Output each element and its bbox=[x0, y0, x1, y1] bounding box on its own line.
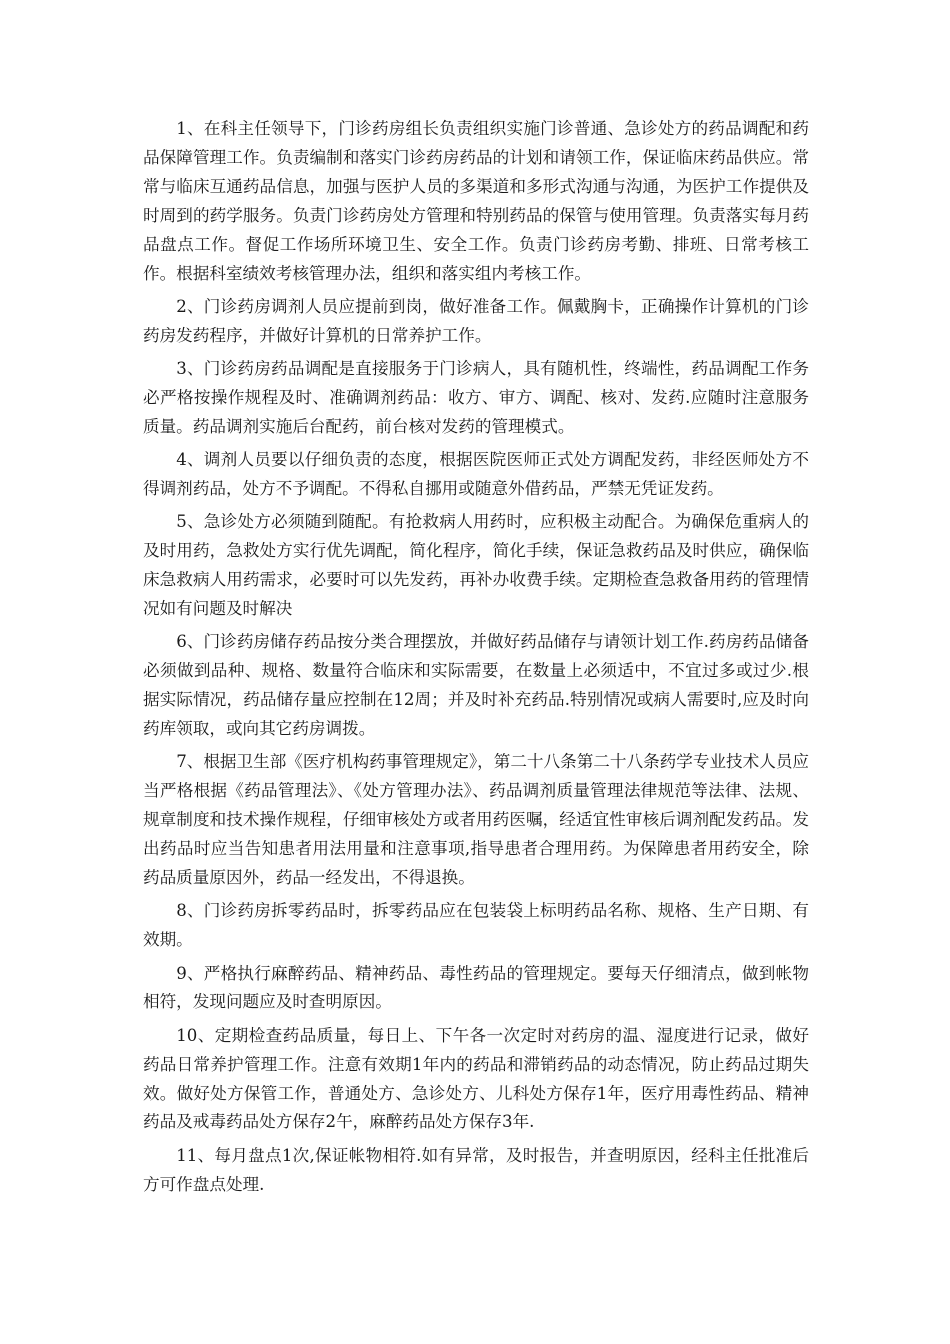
paragraph-8: 8、门诊药房拆零药品时，拆零药品应在包装袋上标明药品名称、规格、生产日期、有效期。 bbox=[143, 901, 809, 950]
paragraph-10: 10、定期检查药品质量，每日上、下午各一次定时对药房的温、湿度进行记录，做好药品日常养护管理工作。注意有效期1年内的药品和滞销药品的动态情况，防止药品过期失效。做好处方保管工作，普通处方、急诊处方、儿科处方保存1年，医疗用毒性药品、精神药品及戒毒药品处方保存2午，麻醉药品处方保存3年. bbox=[143, 1025, 809, 1132]
paragraph-2: 2、门诊药房调剂人员应提前到岗，做好准备工作。佩戴胸卡，正确操作计算机的门诊药房发药程序，并做好计算机的日常养护工作。 bbox=[143, 296, 809, 345]
paragraph-1: 1、在科主任领导下，门诊药房组长负责组织实施门诊普通、急诊处方的药品调配和药品保障管理工作。负责编制和落实门诊药房药品的计划和请领工作，保证临床药品供应。常常与临床互通药品信息，加强与医护人员的多渠道和多形式沟通与沟通，为医护工作提供及时周到的药学服务。负责门诊药房处方管理和特别药品的保管与使用管理。负责落实每月药品盘点工作。督促工作场所环境卫生、安全工作。负责门诊药房考勤、排班、日常考核工作。根据科室绩效考核管理办法，组织和落实组内考核工作。 bbox=[143, 119, 809, 283]
paragraph-7: 7、根据卫生部《医疗机构药事管理规定》，第二十八条第二十八条药学专业技术人员应当严格根据《药品管理法》、《处方管理办法》、药品调剂质量管理法律规范等法律、法规、规章制度和技术操作规程，仔细审核处方或者用药医嘱，经适宜性审核后调剂配发药品。发出药品时应当告知患者用法用量和注意事项,指导患者合理用药。为保障患者用药安全，除药品质量原因外，药品一经发出，不得退换。 bbox=[143, 752, 810, 887]
paragraph-6: 6、门诊药房储存药品按分类合理摆放，并做好药品储存与请领计划工作.药房药品储备必须做到品种、规格、数量符合临床和实际需要，在数量上必须适中，不宜过多或过少.根据实际情况，药品储存量应控制在12周；并及时补充药品.特别情况或病人需要时,应及时向药库领取，或向其它药房调拨。 bbox=[143, 632, 809, 739]
paragraph-4: 4、调剂人员要以仔细负责的态度，根据医院医师正式处方调配发药，非经医师处方不得调剂药品，处方不予调配。不得私自挪用或随意外借药品，严禁无凭证发药。 bbox=[143, 450, 809, 499]
paragraph-9: 9、严格执行麻醉药品、精神药品、毒性药品的管理规定。要每天仔细清点，做到帐物相符，发现问题应及时查明原因。 bbox=[143, 963, 809, 1012]
paragraph-3: 3、门诊药房药品调配是直接服务于门诊病人，具有随机性，终端性，药品调配工作务必严格按操作规程及时、准确调剂药品：收方、审方、调配、核对、发药.应随时注意服务质量。药品调剂实施后台配药，前台核对发药的管理模式。 bbox=[143, 359, 809, 436]
paragraph-11: 11、每月盘点1次,保证帐物相符.如有异常，及时报告，并查明原因，经科主任批准后方可作盘点处理. bbox=[143, 1145, 809, 1194]
paragraph-5: 5、急诊处方必须随到随配。有抢救病人用药时，应积极主动配合。为确保危重病人的及时用药，急救处方实行优先调配，简化程序，简化手续，保证急救药品及时供应，确保临床急救病人用药需求，必要时可以先发药，再补办收费手续。定期检查急救备用药的管理情况如有问题及时解决 bbox=[143, 512, 809, 619]
document-body bbox=[143, 115, 809, 1204]
